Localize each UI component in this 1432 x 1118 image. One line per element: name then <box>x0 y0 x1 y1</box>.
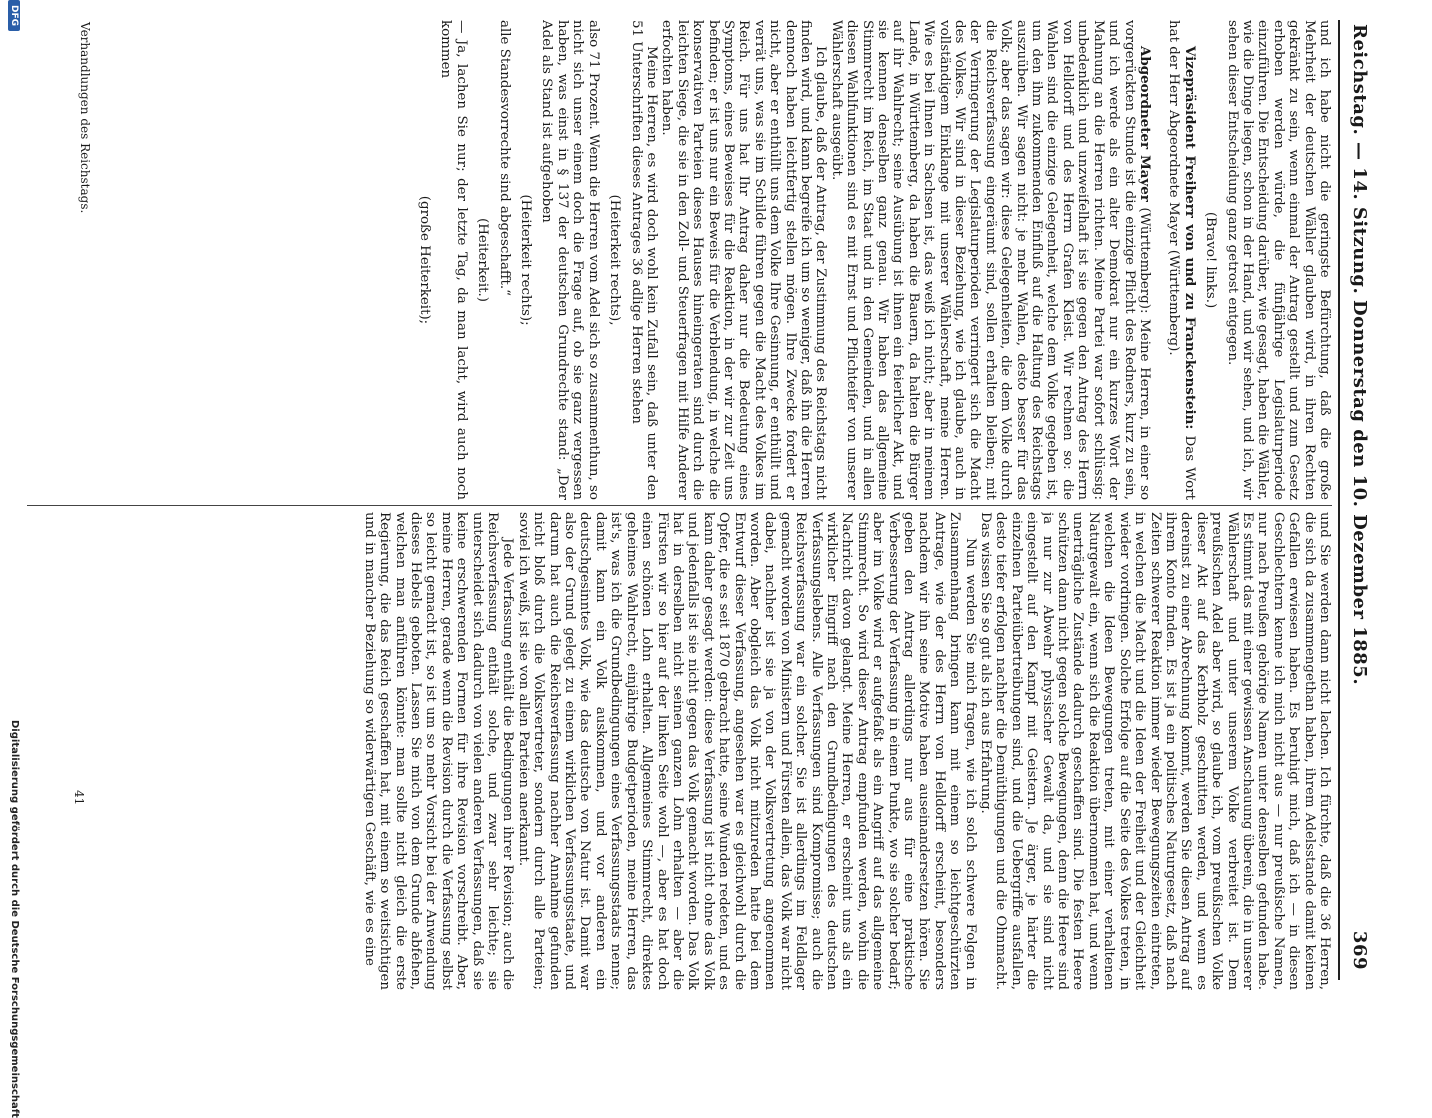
reaction: (Heiterkeit rechts); <box>518 194 534 326</box>
paragraph: Nun werden Sie mich fragen, wie ich solch schwere Folgen in Zusammenhang bringen kann mit einem so leichtgeschürzten Antrage, wie der des Herrn von Helldorff erscheint, besonders nachdem wir ihn seine Motive haben auseinandersetzen hören. Sie geben den Antrag allerdings nur aus für eine praktische Verbesserung der Verfassung in einem Punkte, wo sie solcher bedarf; aber im Volke wird er aufgefaßt als ein Angriff auf das allgemeine Stimmrecht. So wird dieser Antrag empfunden werden, wohin die Nachricht davon gelangt. Meine Herren, er erscheint uns als ein wirklicher Eingriff nach den Grundbedingungen des deutschen Verfassungslebens. Alle Verfassungen sind Kompromisse; auch die Reichsverfassung war ein solcher. Sie ist allerdings im Feldlager gemacht worden von Ministern und Fürsten allein, das Volk war nicht dabei, nachher ist sie ja von der Volksvertretung angenommen worden. Aber obgleich das Volk nicht mitzureden hatte bei dem Entwurf dieser Verfassung, angesehen war es gleichwohl durch die Opfer, die es seit 1870 gebracht hatte, seine Wunden redeten, und es kann daher gesagt werden: diese Verfassung ist nicht ohne das Volk und jedenfalls ist sie nicht gegen das Volk gemacht worden. Das Volk hat in derselben nicht seinen ganzen Lohn erhalten — aber die Fürsten wir so hier auf der linken Seite wohl —, aber es hat doch einen schönen Lohn erhalten. Allgemeines Stimmrecht, direktes geheimes Wahlrecht, einjährige Budgetperioden, meine Herren, das ist's, was ich die Grundbedingungen eines Verfassungsstaats nenne; damit kann ein Volk auskommen, und vor anderen ein deutschgesinntes Volk, wie das deutsche von Natur ist. Damit war also der Grund gelegt zu einem wirklichen Verfassungsstaate, und darum hat auch die Reichsverfassung nachher Annahme gefunden nicht bloß durch die Volksvertreter, sondern durch alle Parteien; soviel ich weiß, ist sie von allen Parteien anerkannt. <box>515 512 978 990</box>
paragraph: also 71 Prozent. Wenn die Herren vom Adel sich so zusammenthun, so nicht sich unser einem doch die Frage auf, ob sie ganz vergessen haben, was einst in § 137 der deutschen Grundrechte stand: „Der Adel als Stand ist aufgehoben <box>539 20 601 500</box>
paragraph: und Sie werden dann nicht lachen. Ich fürchte, daß die 36 Herren, die sich da zusammengethan haben, ihrem Adelsstande damit keinen Gefallen erwiesen haben. Es beruhigt mich, daß ich — in diesen Geschlechtern kenne ich mich nicht aus — nur preußische Namen, nur nach Preußen gehörige Namen unter denselben gefunden habe. Es stimmt das mit einer gewissen Anschauung überein, die in unserer Wählerschaft und unter unserem Volke verbreitet ist. Dem preußischen Adel aber wird, so glaube ich, vom preußischen Volke dieser Akt auf das Kerbholz geschnitten werden, und wenn es dereinst zu einer Abrechnung kommt, werden Sie diesen Antrag auf ihrem Konto finden. Es ist ja ein politisches Naturgesetz, daß nach Zeiten schwerer Reaktion immer wieder Bewegungszeiten eintreten, in welchen die Macht und die Ideen der Freiheit und der Gleichheit wieder vordringen. Solche Erfolge auf die Seite des Volkes treten, in welchen die Ideen Bewegungen treten, mit einer verhaltenen Naturgewalt ein, wenn sich die Reaktion übernommen hat, und wenn unerträgliche Zustände dadurch geschaffen sind. Die festen Heere schützen dann nicht gegen solche Bewegungen, denn die Heere sind ja nur zur Abwehr physischer Gewalt da, und sie sind nicht eingestellt auf den Kampf mit Geistern. Je ärger, je härter die einzelnen Parteiübertreibungen sind, und die Uebergriffe ausfallen, desto tiefer erfolgen nachher die Demüthigungen und die Ohnmacht. Das wissen Sie so gut als ich aus Erfahrung. <box>978 512 1332 990</box>
credit-text: Digitalisierung gefördert durch die Deutsche Forschungsgemeinschaft <box>9 720 20 1118</box>
right-column <box>27 512 1332 990</box>
paragraph: — Ja, lachen Sie nur; der letzte Tag, da man lacht, wird auch noch kommen <box>438 20 469 500</box>
paragraph-text: Das Wort hat der Herr Abgeordnete Mayer (Württemberg). <box>1166 20 1197 500</box>
speaker-name: Abgeordneter Mayer <box>1136 46 1153 202</box>
paragraph: Ich glaube, daß der Antrag, der Zustimmung des Reichstags nicht finden wird, und kann begreife ich um so weniger, daß ihn die Herren dennoch haben leichtfertig stellen mögen. Ihre Zwecke fordert er nicht, aber er enthüllt uns dem Volke Ihre Gesinnung, er enthüllt und verrät uns, was sie im Schilde führen gegen die Macht des Volkes im Reich. Für uns hat Ihr Antrag daher nur die Bedeutung eines Symptoms, eines Beweises für die Reaktion, in der wir zur Zeit uns befinden; er ist uns nur ein Beweis für die Verblendung, in welche die konservativen Parteien dieses Hauses hineingeraten sind durch die leichten Siege, die sie in den Zoll- und Steuerfragen mit Hilfe Anderer erfochten haben. <box>659 20 829 500</box>
reaction: (Heiterkeit.) <box>475 218 491 302</box>
reaction: (Bravo! links.) <box>1203 211 1219 309</box>
header-date: Donnerstag den 10. Dezember 1885. <box>1349 300 1370 686</box>
dfg-logo: DFG <box>8 0 20 31</box>
reaction: (große Heiterkeit); <box>417 195 433 325</box>
paragraph: und ich habe nicht die geringste Befürchtung, daß die große Mehrheit der deutschen Wähler glauben wird, in ihren Rechten gekränkt zu sein, wenn einmal der Antrag gestellt und zum Gesetz erhoben werden würde, die fünfjährige Legislaturperiode einzuführen. Die Entscheidung darüber, wie gesagt, haben die Wähler, wie die Dinge liegen, schon in der Hand, und wir sehen, und ich, wir sehen dieser Entscheidung ganz getrost entgegen. <box>1224 20 1332 500</box>
paragraph-text: (Württemberg): Meine Herren, in einer so vorgerückten Stunde ist die einzige Pflicht des Redners, kurz zu sein, und ich werde als ein alter Demokrat nur ein kurzes Wort der Mahnung an die Herren richten. Meine Partei war sofort schlüssig: unbedenklich und unzweifelhaft ist sie gegen den Antrag des Herrn von Helldorff und des Herrn Grafen Kleist. Wir rechnen so: die Wahlen sind die einzige Gelegenheit, welche dem Volke gegeben ist, um den ihm zukommenden Einfluß auf die Haltung des Reichstags auszuüben. Wir sagen nicht: je mehr Wahlen, desto besser für das Volk; aber das sagen wir: diese Gelegenheiten, die dem Volke durch die Reichsverfassung eingeräumt sind, sollen erhalten bleiben; mit der Verringerung der Legislaturperioden verringert sich die Macht des Volkes. Wir sind in dieser Beziehung, wie ich glaube, auch in vollständigem Einklange mit unserer Wählerschaft, meine Herren. Wie es bei Ihnen in Sachsen ist, das weiß ich nicht; aber in meinem Lande, in Württemberg, da haben die Bauern, da halten die Bürger auf ihr Wahlrecht; seine Ausübung ist ihnen ein feierlicher Akt, und sie kennen denselben ganz genau. Wir haben das allgemeine Stimmrecht im Reich, im Staat und in den Gemeinden, und in allen diesen Wahlfunktionen sind es mit Ernst und Pflichteifer von unserer Wählerschaft ausgeübt. <box>828 20 1152 500</box>
paragraph: Jede Verfassung enthält die Bedingungen ihrer Revision; auch die Reichsverfassung enthält solche, und zwar sehr leichte; sie unterscheidet sich dadurch von vielen anderen Verfassungen, daß sie keine erschwerenden Formen für ihre Revision vorschreibt. Aber, meine Herren, gerade wenn die Revision durch die Verfassung selbst so leicht gemacht ist, so ist um so mehr Vorsicht bei der Anwendung dieses Hebels geboten. Lassen Sie mich von dem Grunde abfehen, welchen man anführen könnte: man sollte nicht gleich die erste Regierung, die das Reich geschaffen hat, mit einem so weitsichtigen und in mancher Beziehung so widerwärtigen Geschäft, wie es eine <box>361 512 516 990</box>
paragraph: Meine Herren, es wird doch wohl kein Zufall sein, daß unter den 51 Unterschriften dieses Antrages 36 adlige Herren stehen <box>628 20 659 500</box>
page-number: 369 <box>1349 930 1370 970</box>
column-divider <box>27 505 1332 506</box>
paragraph <box>1166 20 1197 500</box>
reaction: (Heiterkeit rechts), <box>607 194 623 326</box>
paragraph: alle Standesvorrechte sind abgeschafft.“ <box>496 20 512 296</box>
signature-number: 41 <box>72 790 86 806</box>
speaker-name: Vizepräsident Freiherr von und zu Franckenstein: <box>1181 46 1198 430</box>
left-column <box>32 20 1332 500</box>
footer-publication-note: Verhandlungen des Reichstags. <box>78 22 92 214</box>
header-section-title: Reichstag. — 14. Sitzung. <box>1349 24 1370 295</box>
header-rule <box>1338 20 1340 980</box>
paragraph <box>828 20 1152 500</box>
